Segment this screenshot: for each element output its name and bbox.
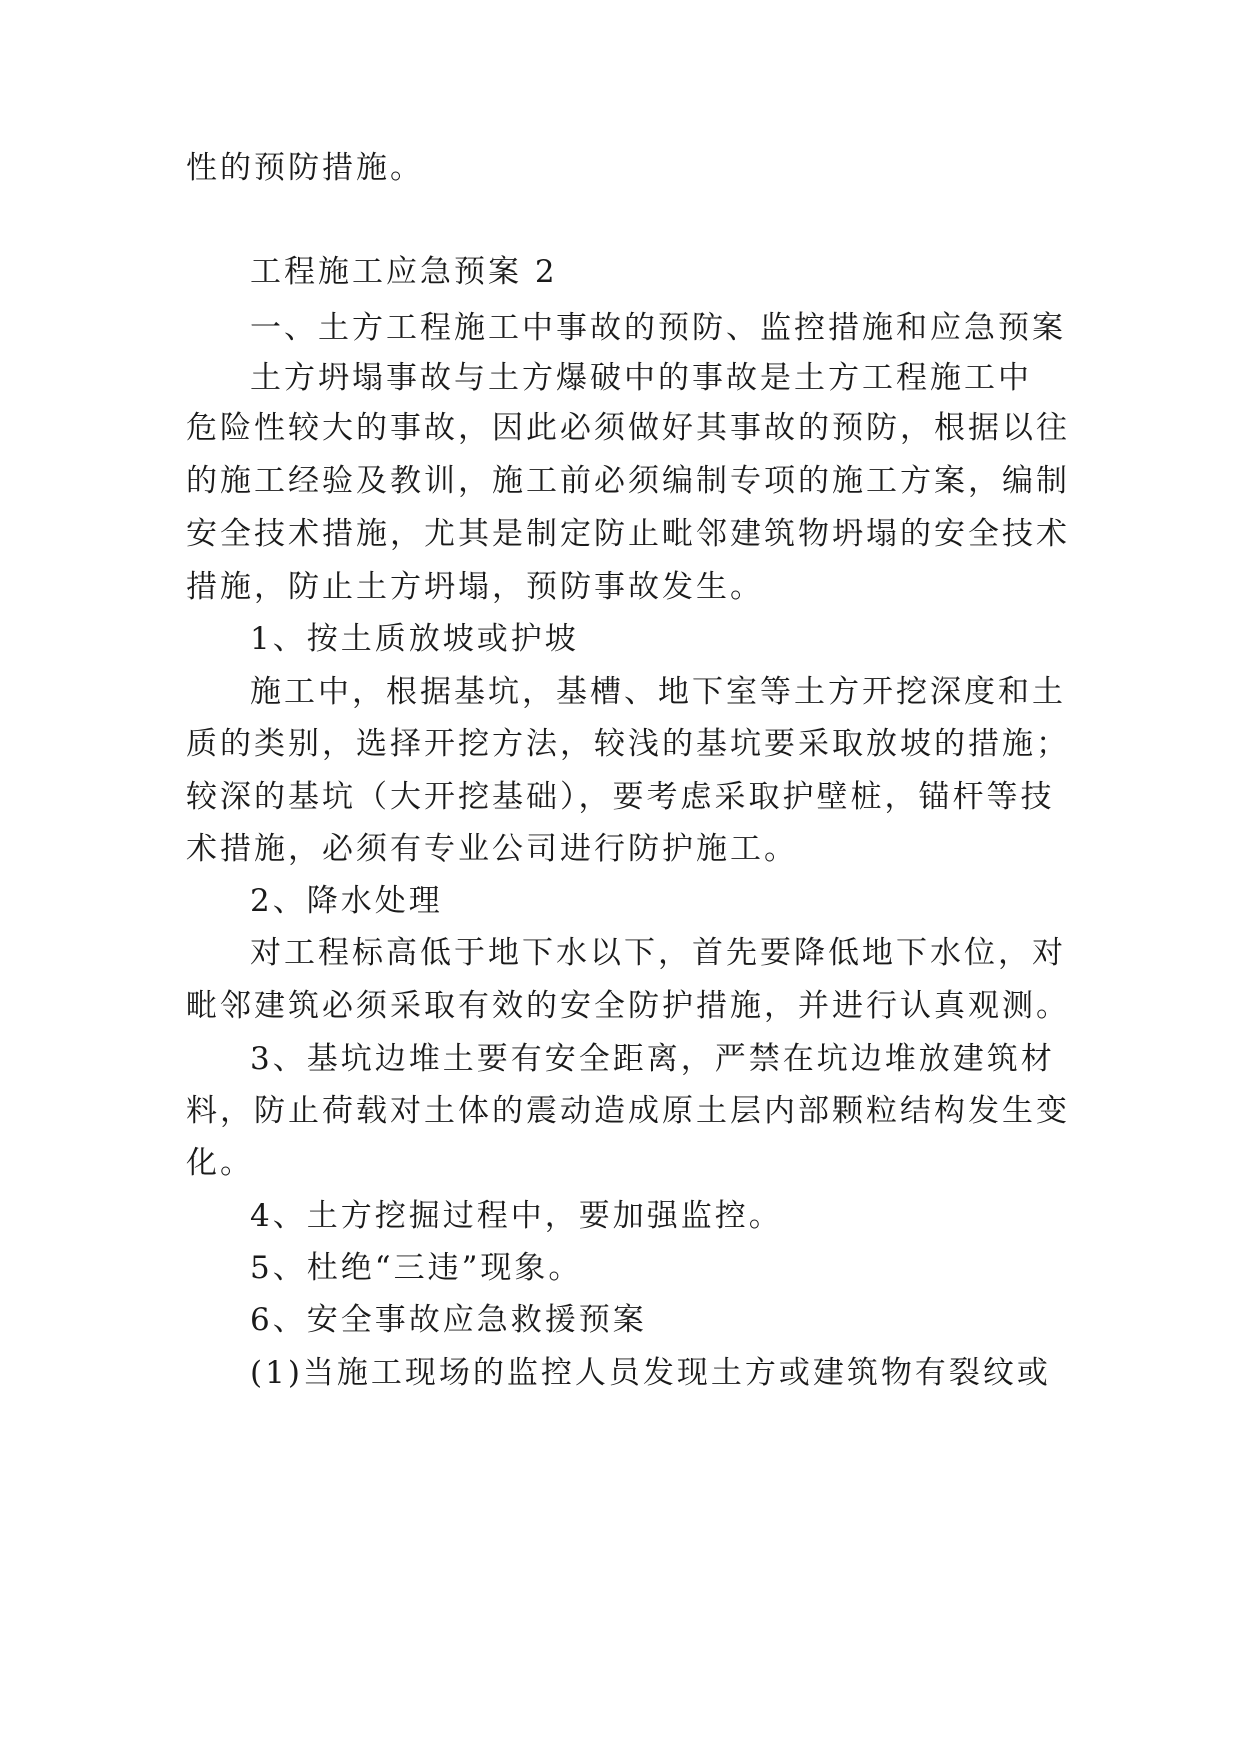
paragraph-line: 措施，防止土方坍塌，预防事故发生。 <box>186 569 764 605</box>
paragraph-line: 性的预防措施。 <box>186 150 424 186</box>
paragraph-line: 危险性较大的事故，因此必须做好其事故的预防，根据以往 <box>186 410 1070 446</box>
paragraph-line: 料，防止荷载对土体的震动造成原土层内部颗粒结构发生变 <box>186 1093 1070 1129</box>
paragraph-line: 毗邻建筑必须采取有效的安全防护措施，并进行认真观测。 <box>186 988 1070 1024</box>
paragraph-line: 较深的基坑（大开挖基础），要考虑采取护壁桩，锚杆等技 <box>186 779 1055 815</box>
paragraph-line: 施工中，根据基坑，基槽、地下室等土方开挖深度和土 <box>250 674 1066 710</box>
paragraph-line: 质的类别，选择开挖方法，较浅的基坑要采取放坡的措施； <box>186 726 1070 762</box>
section-heading: 一、土方工程施工中事故的预防、监控措施和应急预案 <box>250 310 1066 346</box>
paragraph-line: 术措施，必须有专业公司进行防护施工。 <box>186 831 798 867</box>
paragraph-line: 对工程标高低于地下水以下，首先要降低地下水位，对 <box>250 935 1066 971</box>
subheading: 6、安全事故应急救援预案 <box>250 1302 647 1338</box>
paragraph-line: 的施工经验及教训，施工前必须编制专项的施工方案，编制 <box>186 463 1070 499</box>
paragraph-line: 土方坍塌事故与土方爆破中的事故是土方工程施工中 <box>250 360 1032 396</box>
section-title: 工程施工应急预案 2 <box>250 254 558 290</box>
paragraph-line: 安全技术措施，尤其是制定防止毗邻建筑物坍塌的安全技术 <box>186 516 1070 552</box>
paragraph-line: 5、杜绝“三违”现象。 <box>250 1250 583 1286</box>
paragraph-line: 3、基坑边堆土要有安全距离，严禁在坑边堆放建筑材 <box>250 1041 1055 1077</box>
paragraph-line: 化。 <box>186 1145 254 1181</box>
paragraph-line: 4、土方挖掘过程中，要加强监控。 <box>250 1198 783 1234</box>
subheading: 1、按土质放坡或护坡 <box>250 621 579 657</box>
subheading: 2、降水处理 <box>250 883 443 919</box>
paragraph-line: (1)当施工现场的监控人员发现土方或建筑物有裂纹或 <box>250 1355 1051 1391</box>
